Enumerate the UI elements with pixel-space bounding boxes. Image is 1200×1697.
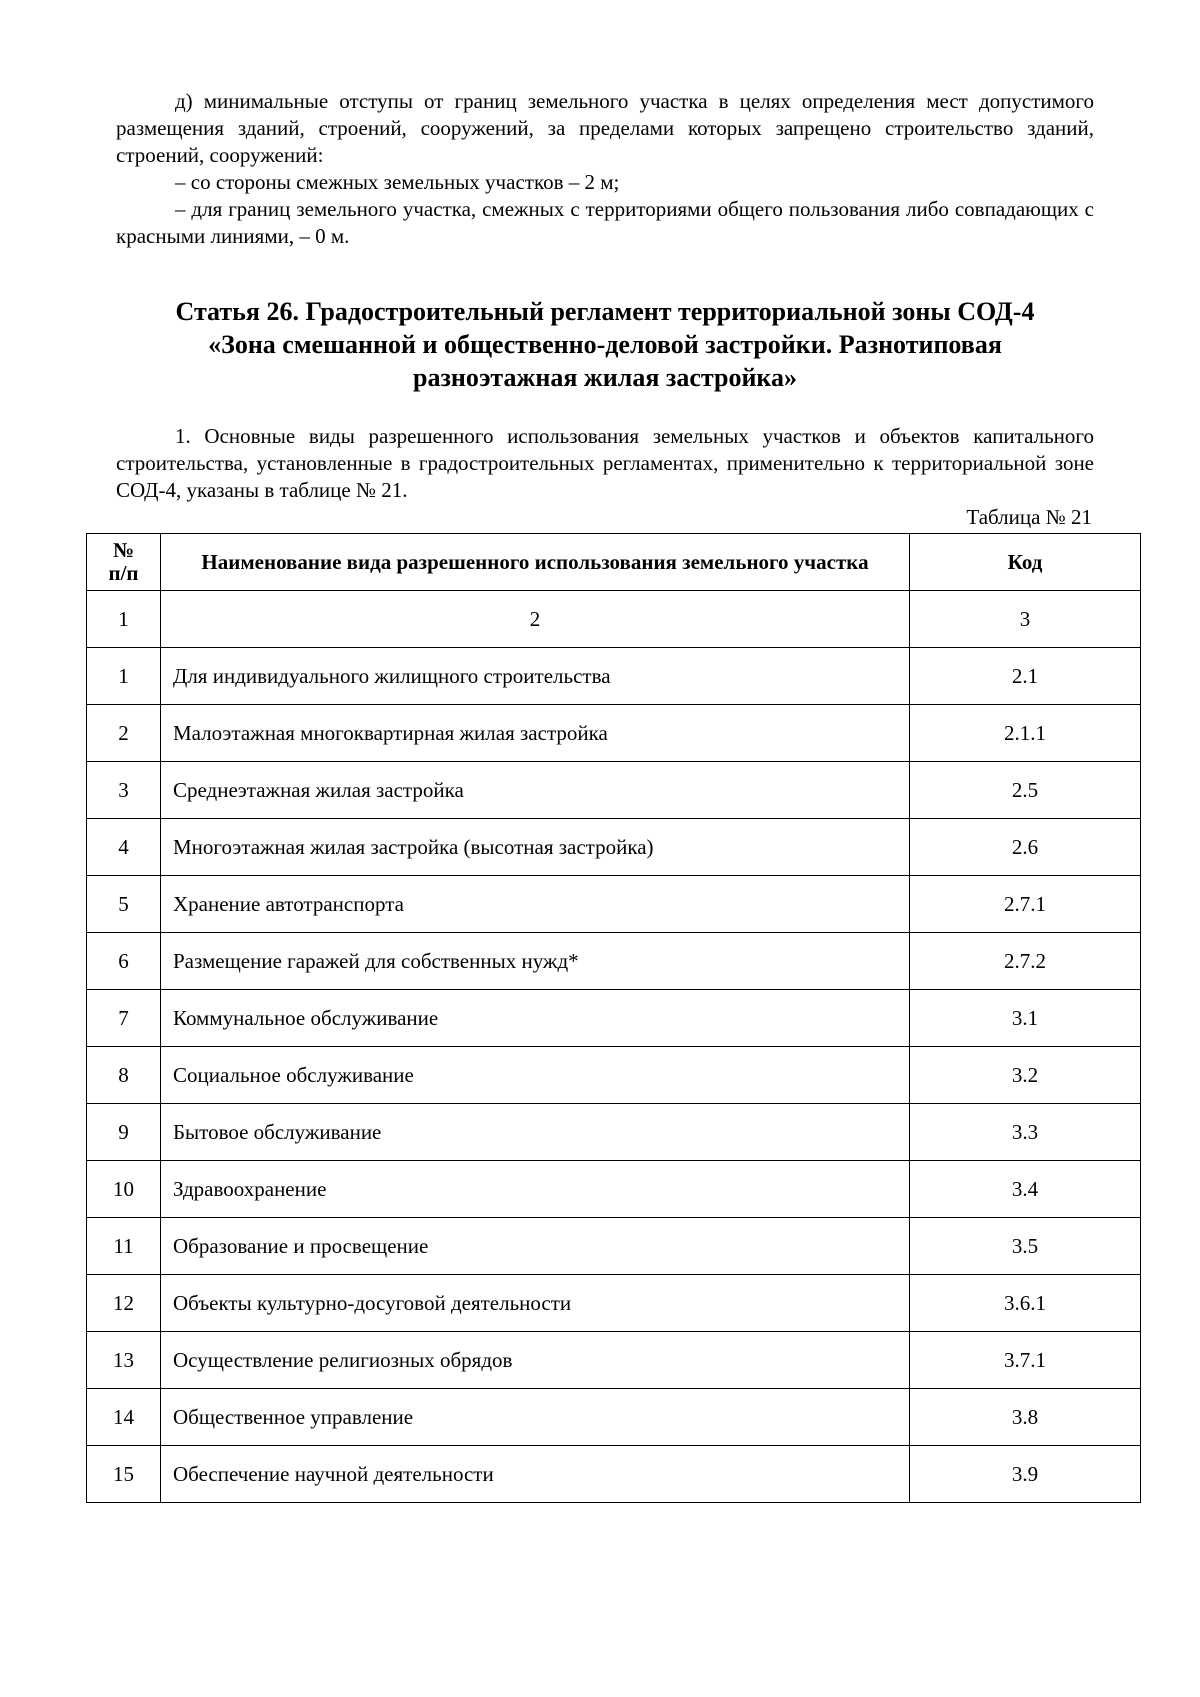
- row-code-cell: 2.7.2: [910, 933, 1141, 990]
- row-num-cell: 8: [87, 1047, 161, 1104]
- row-name-cell: Социальное обслуживание: [161, 1047, 910, 1104]
- item-d-paragraph: д) минимальные отступы от границ земельного участка в целях определения мест допустимого размещения зданий, строений, сооружений, за пределами которых запрещено строительство зданий, строений, сооружений:: [116, 89, 1094, 167]
- row-num-cell: 2: [87, 705, 161, 762]
- row-name-cell: Общественное управление: [161, 1389, 910, 1446]
- table-row: [87, 1104, 1141, 1161]
- row-num-cell: 5: [87, 876, 161, 933]
- permitted-use-table: [86, 533, 1141, 1503]
- row-code-cell: 3.7.1: [910, 1332, 1141, 1389]
- article-heading-line-3: разноэтажная жилая застройка»: [412, 363, 798, 392]
- row-name-cell: Обеспечение научной деятельности: [161, 1446, 910, 1503]
- row-num-cell: 14: [87, 1389, 161, 1446]
- row-num-cell: 11: [87, 1218, 161, 1275]
- row-code-cell: 3.8: [910, 1389, 1141, 1446]
- row-num-cell: 4: [87, 819, 161, 876]
- row-code-cell: 3.4: [910, 1161, 1141, 1218]
- row-num-cell: 10: [87, 1161, 161, 1218]
- table-row: [87, 705, 1141, 762]
- table-row: [87, 1275, 1141, 1332]
- row-code-cell: 3.9: [910, 1446, 1141, 1503]
- header-code: Код: [910, 534, 1141, 591]
- table-row: [87, 1389, 1141, 1446]
- row-name-cell: Среднеэтажная жилая застройка: [161, 762, 910, 819]
- table-row: [87, 1446, 1141, 1503]
- table-row: [87, 933, 1141, 990]
- header-num: [87, 534, 161, 591]
- row-num-cell: 6: [87, 933, 161, 990]
- article-heading: [116, 295, 1094, 394]
- row-name-cell: Осуществление религиозных обрядов: [161, 1332, 910, 1389]
- row-num-cell: 13: [87, 1332, 161, 1389]
- table-row: [87, 1047, 1141, 1104]
- row-num-cell: 15: [87, 1446, 161, 1503]
- header-num-line-2: п/п: [108, 561, 139, 585]
- table-row: [87, 1218, 1141, 1275]
- row-name-cell: Объекты культурно-досуговой деятельности: [161, 1275, 910, 1332]
- row-num-cell: 9: [87, 1104, 161, 1161]
- table-row: [87, 762, 1141, 819]
- setback-bullet-red-lines: – для границ земельного участка, смежных с территориями общего пользования либо совпадающих с красными линиями, – 0 м.: [116, 197, 1094, 248]
- row-name-cell: Многоэтажная жилая застройка (высотная застройка): [161, 819, 910, 876]
- table-row: [87, 648, 1141, 705]
- article-heading-line-2: «Зона смешанной и общественно-деловой застройки. Разнотиповая: [208, 330, 1002, 359]
- table-caption: Таблица № 21: [966, 505, 1092, 529]
- row-code-cell: 3.3: [910, 1104, 1141, 1161]
- row-code-cell: 3.5: [910, 1218, 1141, 1275]
- row-code-cell: 3.1: [910, 990, 1141, 1047]
- row-name-cell: Образование и просвещение: [161, 1218, 910, 1275]
- row-code-cell: 2.7.1: [910, 876, 1141, 933]
- row-name-cell: Коммунальное обслуживание: [161, 990, 910, 1047]
- row-num-cell: 12: [87, 1275, 161, 1332]
- table-row: [87, 1332, 1141, 1389]
- row-code-cell: 2.1: [910, 648, 1141, 705]
- table-header-row: [87, 534, 1141, 591]
- row-name-cell: Размещение гаражей для собственных нужд*: [161, 933, 910, 990]
- index-cell-2: 2: [161, 591, 910, 648]
- row-num-cell: 7: [87, 990, 161, 1047]
- table-row: [87, 819, 1141, 876]
- table-row: [87, 1161, 1141, 1218]
- row-code-cell: 3.2: [910, 1047, 1141, 1104]
- row-name-cell: Хранение автотранспорта: [161, 876, 910, 933]
- row-num-cell: 3: [87, 762, 161, 819]
- table-index-row: [87, 591, 1141, 648]
- row-name-cell: Малоэтажная многоквартирная жилая застройка: [161, 705, 910, 762]
- paragraph-1: 1. Основные виды разрешенного использования земельных участков и объектов капитального строительства, установленные в градостроительных регламентах, применительно к территориальной зоне СОД-4, указаны в таблице № 21.: [116, 424, 1094, 502]
- row-code-cell: 2.6: [910, 819, 1141, 876]
- row-code-cell: 2.1.1: [910, 705, 1141, 762]
- row-name-cell: Для индивидуального жилищного строительства: [161, 648, 910, 705]
- row-name-cell: Здравоохранение: [161, 1161, 910, 1218]
- index-cell-1: 1: [87, 591, 161, 648]
- header-name: Наименование вида разрешенного использования земельного участка: [161, 534, 910, 591]
- row-code-cell: 2.5: [910, 762, 1141, 819]
- index-cell-3: 3: [910, 591, 1141, 648]
- row-code-cell: 3.6.1: [910, 1275, 1141, 1332]
- article-heading-line-1: Статья 26. Градостроительный регламент территориальной зоны СОД-4: [175, 297, 1035, 326]
- header-num-line-1: №: [112, 538, 135, 562]
- table-row: [87, 876, 1141, 933]
- row-name-cell: Бытовое обслуживание: [161, 1104, 910, 1161]
- table-row: [87, 990, 1141, 1047]
- setback-bullet-adjacent: – со стороны смежных земельных участков – 2 м;: [175, 170, 620, 194]
- row-num-cell: 1: [87, 648, 161, 705]
